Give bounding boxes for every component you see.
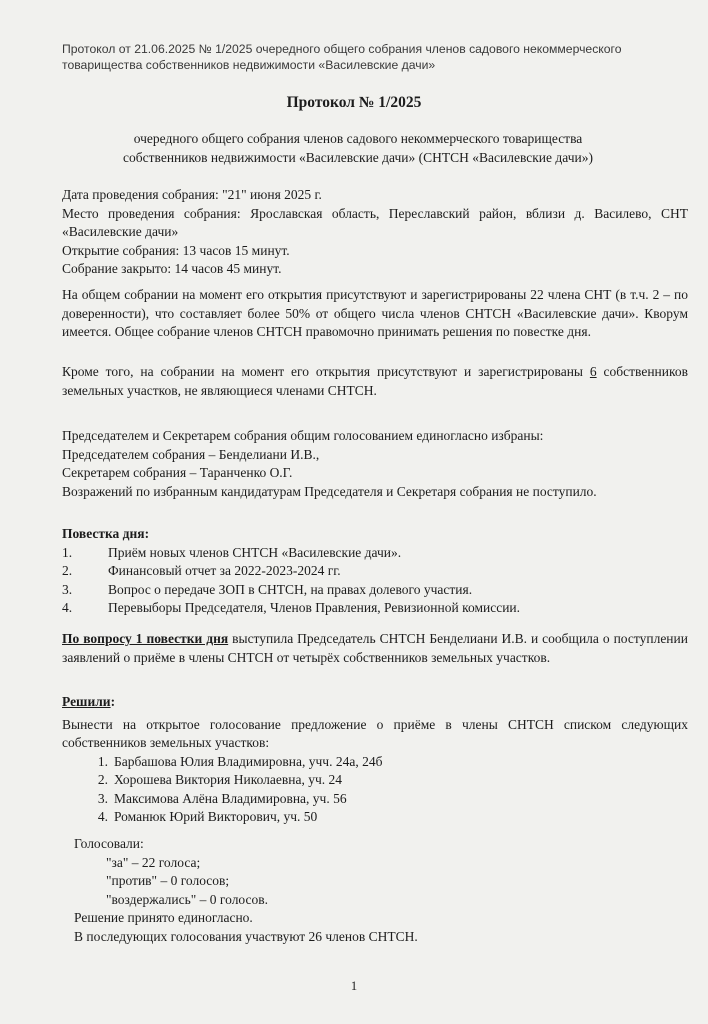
non-members-paragraph: Кроме того, на собрании на момент его открытия присутствуют и зарегистрированы 6 собственников земельных участков, не являющиеся членами СНТСН. [62,364,688,398]
subtitle-line: очередного общего собрания членов садового некоммерческого товарищества [133,131,583,146]
candidate-item: 2. Хорошева Виктория Николаевна, уч. 24 [97,772,343,787]
question-one-paragraph: По вопросу 1 повестки дня выступила Председатель СНТСН Бенделиани И.В. и сообщила о поступлении заявлений о приёме в члены СНТСН от четырёх собственников земельных участков. [62,631,688,665]
meeting-details [62,186,688,279]
decision-section [62,693,688,827]
votes-against: "против" – 0 голосов; [106,873,230,888]
meeting-close-time: Собрание закрыто: 14 часов 45 минут. [62,261,282,276]
decision-text: Вынести на открытое голосование предложение о приёме в члены СНТСН списком следующих собственников земельных участков: [62,716,688,750]
quorum-paragraph: На общем собрании на момент его открытия присутствуют и зарегистрированы 22 члена СНТ (в т.ч. 2 – по доверенности), что составляет более 50% от общего числа членов СНТСН «Василевские дачи». Кворум имеется. Общее собрание членов СНТСН правомочно принимать решения по повестке дня. [62,287,688,339]
meeting-place: Место проведения собрания: Ярославская область, Переславский район, вблизи д. Василево, СНТ «Василевские дачи» [62,205,688,239]
votes-abstain: "воздержались" – 0 голосов. [106,891,269,907]
meeting-open-time: Открытие собрания: 13 часов 15 минут. [62,242,290,258]
subtitle-line: собственников недвижимости «Василевские дачи» (СНТСН «Василевские дачи») [123,150,593,165]
document-title: Протокол № 1/2025 [286,94,422,111]
agenda-item: 2. Финансовый отчет за 2022-2023-2024 гг. [62,563,341,578]
document-subtitle [60,129,656,167]
agenda-heading: Повестка дня: [62,526,150,541]
decision-result: Решение принято единогласно. [74,910,253,925]
candidate-item: 1. Барбашова Юлия Владимировна, учч. 24а, 24б [97,753,383,769]
no-objections-line: Возражений по избранным кандидатурам Председателя и Секретаря собрания не поступило. [62,483,597,499]
running-header: Протокол от 21.06.2025 № 1/2025 очередного общего собрания членов садового некоммерческого товарищества собственников недвижимости «Василевские дачи» [62,42,622,72]
agenda-item: 3. Вопрос о передаче ЗОП в СНТСН, на правах долевого участия. [62,581,473,597]
voting-section [74,835,700,946]
election-intro: Председателем и Секретарем собрания общим голосованием единогласно избраны: [62,428,544,443]
decision-heading: Решили: [62,694,116,709]
candidate-item: 4. Романюк Юрий Викторович, уч. 50 [97,809,318,824]
question-one-lead: По вопросу 1 повестки дня [62,631,229,646]
agenda-item: 1. Приём новых членов СНТСН «Василевские дачи». [62,544,402,560]
secretary-line: Секретарем собрания – Таранченко О.Г. [62,465,293,480]
meeting-date: Дата проведения собрания: "21" июня 2025 г. [62,187,322,202]
voting-heading: Голосовали: [74,836,144,851]
agenda-section [62,525,688,618]
election-section [62,427,688,501]
votes-for: "за" – 22 голоса; [106,854,201,870]
candidate-item: 3. Максимова Алёна Владимировна, уч. 56 [97,790,347,806]
non-members-count: 6 [589,364,597,379]
next-voting-note: В последующих голосования участвуют 26 членов СНТСН. [74,928,418,944]
agenda-item: 4. Перевыборы Председателя, Членов Правления, Ревизионной комиссии. [62,600,521,615]
chairman-line: Председателем собрания – Бенделиани И.В., [62,446,320,462]
page-number: 1 [350,979,358,993]
